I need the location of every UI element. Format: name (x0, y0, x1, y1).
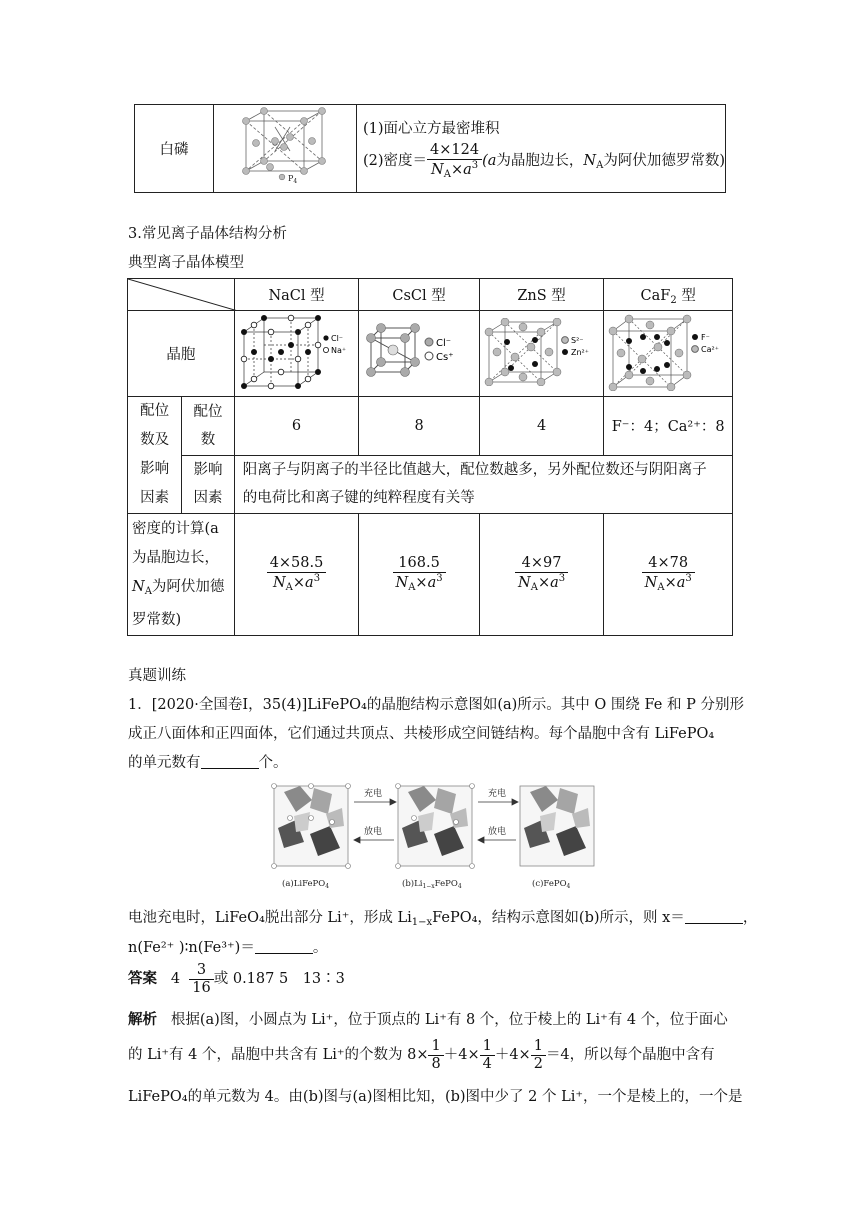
zns-cell-image (479, 311, 604, 397)
caf2-legend-f: F⁻ (701, 332, 711, 342)
figure-c (520, 786, 594, 866)
lifepo4-figure (270, 778, 600, 894)
row-label-cell-unit: 晶胞 (128, 311, 235, 397)
question-1-line-4: 电池充电时，LiFeO₄脱出部分 Li⁺，形成 $Li_{1-x}FePO_4$，结构示意图如(b)所示，则 x＝ ， (128, 910, 758, 928)
question-1-line-1: 1．[2020·全国卷Ⅰ，35(4)]LiFePO₄的晶胞结构示意图如(a)所示。其中 O 围绕 Fe 和 P 分别形 (128, 697, 744, 713)
caption-c: (c)FePO$_4$ (532, 879, 571, 890)
figure-b (396, 784, 475, 869)
ionic-crystal-table (127, 278, 733, 636)
answer-value-2: 或 0.187 5 13∶3 (213, 971, 345, 988)
header-nacl: NaCl 型 (234, 279, 359, 311)
factor-label: 影响 因素 (182, 455, 234, 514)
p4-density-den: $N_A\times a^3$ (431, 159, 479, 180)
density-nacl: $\frac{4\times 58.5}{N_A\times a^3}$ (234, 514, 359, 636)
section-3-title: 3.常见离子晶体结构分析 (128, 226, 287, 242)
question-1-line-2: 成正八面体和正四面体，它们通过共顶点、共棱形成空间链结构。每个晶胞中含有 LiFePO₄ (128, 726, 715, 742)
zns-crystal-image (483, 318, 601, 386)
factor-text: 阳离子与阴离子的半径比值越大，配位数越多，另外配位数还与阴阳离子 的电荷比和离子键的纯粹程度有关等 (234, 455, 732, 514)
cscl-legend-cl: Cl⁻ (436, 337, 452, 349)
question-1-line-5: n(Fe²⁺ )∶n(Fe³⁺)＝ 。 (128, 940, 328, 956)
caf2-cell-image (604, 311, 733, 397)
density-caf2: $\frac{4\times 78}{N_A\times a^3}$ (604, 514, 733, 636)
p4-density-num: 4×124 (427, 142, 482, 160)
row-label: 白磷 (159, 142, 189, 158)
coord-nacl: 6 (234, 397, 359, 456)
analysis-line-2: 的 Li⁺有 4 个，晶胞中共含有 Li⁺的个数为 8× $\frac{1}{8}$ ＋4× $\frac{1}{4}$ ＋4× $\frac{1}{2}$ ＝4，所以每个晶胞中含有 (128, 1038, 715, 1072)
caption-a: (a)LiFePO$_4$ (282, 879, 330, 890)
analysis-line-1: 解析 根据(a)图，小圆点为 Li⁺，位于顶点的 Li⁺有 8 个，位于棱上的 Li⁺有 4 个，位于面心 (128, 1011, 728, 1028)
p4-note-b: 为晶胞边长， (496, 153, 584, 169)
na-var: N (583, 153, 597, 169)
na-sub: A (596, 160, 604, 171)
cscl-cell-image (359, 311, 479, 397)
coord-cscl: 8 (359, 397, 479, 456)
p4-image-cell (214, 105, 357, 193)
discharge-label-1: 放电 (364, 827, 383, 837)
p4-note-d: 为阿伏加德罗常数) (603, 153, 725, 169)
density-zns: $\frac{4\times 97}{N_A\times a^3}$ (479, 514, 604, 636)
analysis-label: 解析 (128, 1011, 157, 1028)
p4-text-line1: (1)面心立方最密堆积 (363, 120, 500, 137)
answer-line (128, 962, 345, 996)
analysis-line-3: LiFePO₄的单元数为 4。由(b)图与(a)图相比知，(b)图中少了 2 个 Li⁺，一个是棱上的，一个是 (128, 1089, 743, 1105)
header-cscl: CsCl 型 (359, 279, 479, 311)
question-1-line-3: 的单元数有 个。 (128, 755, 288, 771)
nacl-cell-image (234, 311, 359, 397)
discharge-label-2: 放电 (488, 827, 507, 837)
cscl-crystal-image (363, 322, 475, 382)
coord-number-label: 配位 数 (182, 397, 234, 456)
corner-diagonal (128, 279, 238, 311)
nacl-legend-cl: Cl⁻ (330, 333, 343, 343)
zns-legend-s: S²⁻ (570, 335, 584, 345)
answer-label: 答案 (128, 970, 157, 988)
practice-title: 真题训练 (128, 668, 186, 684)
p4-density-fraction (427, 142, 482, 180)
section-3-subtitle: 典型离子晶体模型 (128, 255, 244, 271)
a-var: (a (482, 153, 497, 169)
header-caf2: CaF$_2$ 型 (604, 279, 733, 311)
p4-crystal-image (230, 107, 340, 187)
answer-blank-3 (255, 939, 313, 954)
p4-label: $P_4$ (288, 173, 298, 185)
white-phosphorus-table (134, 104, 726, 193)
density-cscl: $\frac{168.5}{N_A\times a^3}$ (359, 514, 479, 636)
answer-blank-2 (685, 909, 743, 924)
answer-value-1: 4 (170, 971, 181, 988)
cscl-legend-cs: Cs⁺ (436, 351, 454, 363)
caf2-legend-ca: Ca²⁺ (701, 344, 720, 354)
header-zns: ZnS 型 (479, 279, 604, 311)
charge-label-1: 充电 (364, 789, 383, 799)
caf2-crystal-image (607, 313, 729, 391)
row-label-cell (135, 105, 214, 193)
answer-fraction: $\frac{3}{16}$ (189, 962, 213, 996)
nacl-crystal-image (238, 312, 356, 392)
p4-text-line2 (363, 142, 725, 180)
coord-caf2: F⁻：4；Ca²⁺：8 (604, 397, 733, 456)
header-corner (128, 279, 235, 311)
density-label: 密度的计算(a 为晶胞边长， $N_A$为阿伏加德 罗常数) (128, 514, 235, 636)
zns-legend-zn: Zn²⁺ (570, 347, 589, 357)
coord-zns: 4 (479, 397, 604, 456)
answer-blank-1 (201, 754, 259, 769)
caption-b: $(b)Li_{1-x}FePO_4$ (402, 879, 462, 890)
figure-a (272, 784, 351, 869)
coord-group-label: 配位 数及 影响 因素 (128, 397, 182, 514)
p4-text-cell (357, 105, 726, 193)
density-prefix: (2)密度＝ (363, 153, 428, 169)
charge-label-2: 充电 (488, 789, 507, 799)
nacl-legend-na: Na⁺ (330, 345, 346, 355)
